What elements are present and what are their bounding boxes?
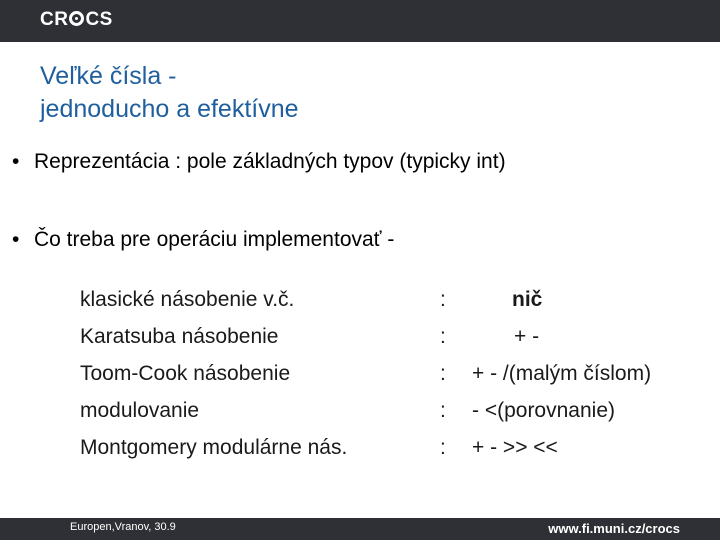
logo-text-end: CS [85,9,113,30]
operation-requirement: + - [514,325,540,348]
bullet-text: Reprezentácia : pole základných typov (typicky int) [34,150,506,173]
operation-requirement: - <(porovnanie) [472,399,615,422]
footer-url: www.fi.muni.cz/crocs [548,521,680,536]
bullet-representation [12,150,506,174]
logo-text-start: CR [40,9,69,30]
operation-colon: : [440,325,446,348]
footer-bar [0,518,720,540]
slide-title-line1: Veľké čísla - [40,62,177,90]
crocs-logo [40,9,113,31]
bullet-dot-icon: • [12,150,20,173]
bullet-dot-icon: • [12,228,20,251]
operation-name: klasické násobenie v.č. [80,288,295,311]
operation-row [80,362,720,399]
operation-row [80,399,720,436]
operation-name: modulovanie [80,399,200,422]
operation-colon: : [440,436,446,459]
slide-title [40,60,299,126]
logo-ring-icon [69,11,84,26]
operations-list [80,288,720,473]
operation-requirement: nič [512,288,543,311]
operation-name: Karatsuba násobenie [80,325,279,348]
header-bar [0,0,720,42]
operation-colon: : [440,399,446,422]
operation-row [80,325,720,362]
operation-colon: : [440,362,446,385]
operation-name: Toom-Cook násobenie [80,362,291,385]
bullet-text: Čo treba pre operáciu implementovať - [34,228,395,251]
operation-row [80,288,720,325]
operation-colon: : [440,288,446,311]
operation-row [80,436,720,473]
bullet-operations [12,228,394,252]
operation-requirement: + - >> << [472,436,558,459]
slide-title-line2: jednoducho a efektívne [40,95,299,123]
operation-requirement: + - /(malým číslom) [472,362,652,385]
operation-name: Montgomery modulárne nás. [80,436,348,459]
footer-event-info: Europen,Vranov, 30.9 [70,521,176,533]
